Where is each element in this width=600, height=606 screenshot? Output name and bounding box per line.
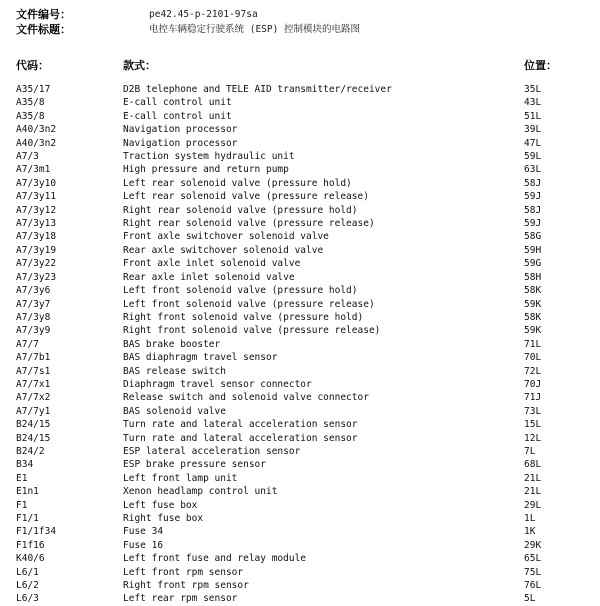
table-row: [0, 110, 600, 123]
row-position: 47L: [524, 137, 542, 149]
row-code: F1: [16, 499, 28, 511]
row-code: A7/7s1: [16, 365, 51, 377]
row-position: 59K: [524, 298, 542, 310]
table-row: [0, 432, 600, 445]
row-description: Right front solenoid valve (pressure release): [123, 325, 381, 337]
table-row: [0, 204, 600, 217]
row-position: 15L: [524, 419, 542, 431]
row-code: L6/3: [16, 593, 39, 605]
table-row: [0, 311, 600, 324]
row-position: 71J: [524, 392, 542, 404]
row-position: 29L: [524, 499, 542, 511]
table-row: [0, 378, 600, 391]
row-position: 1L: [524, 513, 536, 524]
row-position: 59G: [524, 258, 542, 270]
table-row: [0, 539, 600, 552]
row-code: A7/3m1: [16, 164, 51, 176]
row-code: K40/6: [16, 553, 45, 565]
row-position: 43L: [524, 97, 542, 109]
row-description: Rear axle inlet solenoid valve: [123, 271, 295, 283]
table-row: [0, 472, 600, 485]
row-code: B24/15: [16, 432, 51, 444]
row-position: 58K: [524, 285, 542, 297]
row-description: Front axle switchover solenoid valve: [123, 231, 329, 243]
row-code: A7/3y8: [16, 311, 51, 323]
document-title-label: 文件标题：: [16, 23, 71, 36]
row-description: Left front solenoid valve (pressure release): [123, 298, 375, 310]
row-description: Navigation processor: [123, 124, 238, 136]
row-code: A7/7: [16, 338, 39, 350]
row-description: Left rear rpm sensor: [123, 593, 238, 605]
table-row: [0, 391, 600, 404]
table-row: [0, 485, 600, 498]
row-code: A7/3y18: [16, 231, 57, 243]
row-position: 29K: [524, 539, 542, 551]
table-row: [0, 418, 600, 431]
row-description: Right fuse box: [123, 513, 204, 524]
row-position: 71L: [524, 338, 542, 350]
row-description: E-call control unit: [123, 97, 232, 109]
row-code: A35/17: [16, 84, 51, 95]
row-description: High pressure and return pump: [123, 164, 289, 176]
row-code: F1/1f34: [16, 526, 57, 538]
row-code: A7/3y10: [16, 177, 57, 189]
row-code: B24/2: [16, 445, 45, 457]
row-description: ESP lateral acceleration sensor: [123, 445, 301, 457]
row-code: L6/2: [16, 580, 39, 592]
row-code: A7/3y13: [16, 218, 57, 230]
row-code: F1f16: [16, 539, 45, 551]
row-description: Fuse 16: [123, 539, 164, 551]
table-row: [0, 365, 600, 378]
row-position: 58K: [524, 311, 542, 323]
row-position: 73L: [524, 405, 542, 417]
table-row: [0, 137, 600, 150]
row-position: 59J: [524, 218, 542, 230]
row-position: 12L: [524, 432, 542, 444]
table-row: [0, 566, 600, 579]
row-code: A7/3y12: [16, 204, 57, 216]
row-code: B34: [16, 459, 34, 471]
row-code: A7/7x1: [16, 378, 51, 390]
row-position: 72L: [524, 365, 542, 377]
row-description: Right front rpm sensor: [123, 580, 249, 592]
table-row: [0, 552, 600, 565]
row-code: A7/7b1: [16, 352, 51, 364]
table-row: [0, 284, 600, 297]
table-row: [0, 499, 600, 512]
row-description: BAS solenoid valve: [123, 405, 226, 417]
row-description: Right rear solenoid valve (pressure hold): [123, 204, 358, 216]
row-description: Right rear solenoid valve (pressure release): [123, 218, 375, 230]
row-position: 39L: [524, 124, 542, 136]
table-row: [0, 351, 600, 364]
table-row: [0, 271, 600, 284]
row-position: 21L: [524, 486, 542, 498]
table-row: [0, 512, 600, 525]
row-description: Left fuse box: [123, 499, 198, 511]
row-position: 58H: [524, 271, 542, 283]
row-description: BAS release switch: [123, 365, 226, 377]
row-code: B24/15: [16, 419, 51, 431]
row-code: A7/3y23: [16, 271, 57, 283]
row-position: 7L: [524, 445, 536, 457]
row-description: E-call control unit: [123, 110, 232, 122]
table-row: [0, 445, 600, 458]
row-code: L6/1: [16, 566, 39, 578]
row-code: A7/3y7: [16, 298, 51, 310]
row-description: Turn rate and lateral acceleration sensor: [123, 419, 358, 431]
row-position: 21L: [524, 472, 542, 484]
table-row: [0, 96, 600, 109]
row-code: A7/3: [16, 151, 39, 163]
row-code: A35/8: [16, 97, 45, 109]
row-description: Left front fuse and relay module: [123, 553, 307, 565]
row-position: 5L: [524, 593, 536, 605]
row-description: D2B telephone and TELE AID transmitter/receiver: [123, 84, 392, 95]
row-position: 68L: [524, 459, 542, 471]
row-description: Left rear solenoid valve (pressure hold): [123, 177, 352, 189]
row-description: Release switch and solenoid valve connector: [123, 392, 369, 404]
table-row: [0, 324, 600, 337]
row-position: 65L: [524, 553, 542, 565]
row-description: Turn rate and lateral acceleration sensor: [123, 432, 358, 444]
row-position: 76L: [524, 580, 542, 592]
row-description: Xenon headlamp control unit: [123, 486, 278, 498]
row-code: A7/3y6: [16, 285, 51, 297]
table-row: [0, 405, 600, 418]
row-position: 58J: [524, 204, 542, 216]
table-row: [0, 177, 600, 190]
row-position: 35L: [524, 84, 542, 95]
row-code: A40/3n2: [16, 124, 57, 136]
column-header-desc: 款式：: [123, 59, 156, 72]
row-position: 75L: [524, 566, 542, 578]
row-position: 70L: [524, 352, 542, 364]
table-row: [0, 163, 600, 176]
row-position: 59K: [524, 325, 542, 337]
row-position: 63L: [524, 164, 542, 176]
table-row: [0, 338, 600, 351]
table-row: [0, 525, 600, 538]
table-row: [0, 230, 600, 243]
row-code: A7/3y19: [16, 244, 57, 256]
row-description: Diaphragm travel sensor connector: [123, 378, 312, 390]
row-description: BAS brake booster: [123, 338, 221, 350]
table-row: [0, 190, 600, 203]
row-position: 59J: [524, 191, 542, 203]
row-code: E1: [16, 472, 28, 484]
row-code: F1/1: [16, 513, 39, 524]
row-code: E1n1: [16, 486, 39, 498]
row-description: Left front solenoid valve (pressure hold): [123, 285, 358, 297]
row-description: Rear axle switchover solenoid valve: [123, 244, 324, 256]
row-description: Right front solenoid valve (pressure hold): [123, 311, 364, 323]
row-code: A7/7x2: [16, 392, 51, 404]
table-row: [0, 217, 600, 230]
table-row: [0, 150, 600, 163]
row-position: 58J: [524, 177, 542, 189]
row-description: Front axle inlet solenoid valve: [123, 258, 301, 270]
row-position: 1K: [524, 526, 536, 538]
table-row: [0, 298, 600, 311]
document-title-value: 电控车辆稳定行驶系统 (ESP) 控制模块的电路图: [149, 24, 361, 35]
document-number-value: pe42.45-p-2101-97sa: [149, 9, 258, 20]
document-number-label: 文件编号：: [16, 8, 71, 21]
table-row: [0, 244, 600, 257]
column-header-code: 代码：: [16, 59, 49, 72]
row-position: 59L: [524, 151, 542, 163]
column-header-pos: 位置：: [524, 59, 557, 72]
table-row: [0, 123, 600, 136]
row-description: Left front lamp unit: [123, 472, 238, 484]
row-position: 58G: [524, 231, 542, 243]
row-description: Left front rpm sensor: [123, 566, 244, 578]
row-code: A7/3y9: [16, 325, 51, 337]
row-code: A35/8: [16, 110, 45, 122]
table-row: [0, 257, 600, 270]
table-row: [0, 458, 600, 471]
row-position: 51L: [524, 110, 542, 122]
row-code: A40/3n2: [16, 137, 57, 149]
table-row: [0, 83, 600, 96]
row-position: 70J: [524, 378, 542, 390]
row-code: A7/3y22: [16, 258, 57, 270]
row-description: Fuse 34: [123, 526, 164, 538]
row-position: 59H: [524, 244, 542, 256]
row-description: Left rear solenoid valve (pressure release): [123, 191, 369, 203]
row-description: ESP brake pressure sensor: [123, 459, 266, 471]
row-code: A7/3y11: [16, 191, 57, 203]
row-description: BAS diaphragm travel sensor: [123, 352, 278, 364]
row-description: Traction system hydraulic unit: [123, 151, 295, 163]
row-code: A7/7y1: [16, 405, 51, 417]
row-description: Navigation processor: [123, 137, 238, 149]
component-table: [0, 83, 600, 606]
table-row: [0, 579, 600, 592]
